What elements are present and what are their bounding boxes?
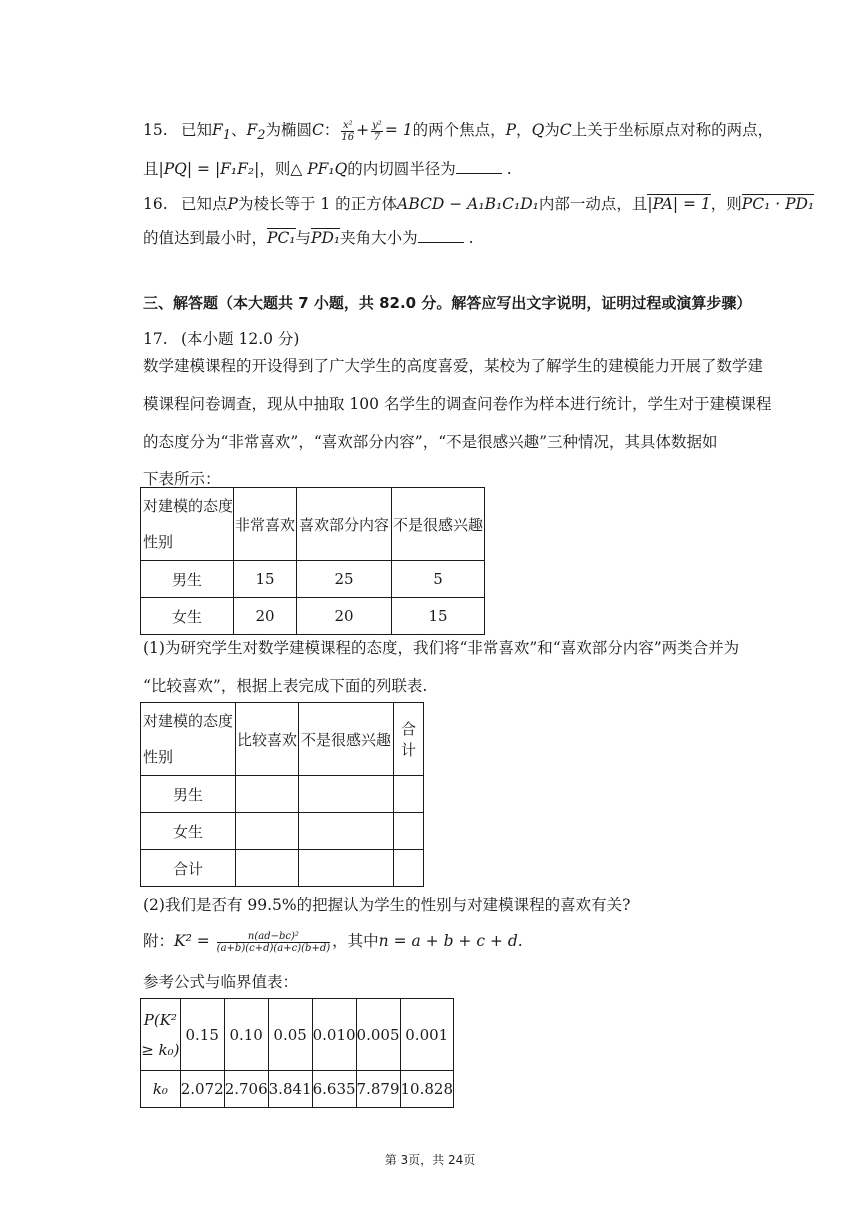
table-cell-empty [394, 776, 424, 813]
page-footer: 第 3页，共 24页 [384, 1153, 476, 1167]
table-cell: 15 [234, 561, 297, 598]
p-label-cell [141, 999, 181, 1071]
text: 已知 [181, 121, 213, 139]
math-vector: PC₁ [267, 229, 296, 247]
table-cell: 2.706 [224, 1071, 268, 1108]
math: |PQ| = |F₁F₂| [158, 160, 260, 178]
table-cell: 5 [392, 561, 485, 598]
row-label: 男生 [141, 776, 236, 813]
math-vector: PD₁ [311, 229, 341, 247]
critical-value-table [140, 998, 454, 1108]
denominator: 16 [341, 131, 355, 143]
question-17-paragraph [143, 348, 771, 499]
text: 的值达到最小时， [143, 229, 268, 247]
question-17-header [143, 327, 299, 349]
paragraph-line: 下表所示： [143, 470, 221, 489]
text: 的两个焦点， [412, 121, 506, 139]
math-f1: $F_1$ [212, 121, 231, 144]
table-cell: 2.072 [180, 1071, 224, 1108]
table-cell: 0.010 [312, 999, 356, 1071]
text: ： [323, 121, 340, 139]
text: . [468, 229, 474, 247]
table-cell: 25 [297, 561, 392, 598]
table-cell: 0.005 [356, 999, 400, 1071]
answer-blank [418, 228, 464, 243]
reference-label: 参考公式与临界值表： [143, 973, 299, 991]
question-number: 15. [143, 121, 168, 139]
table-cell-empty [299, 813, 394, 850]
numerator: n(ad−bc)² [217, 931, 330, 943]
formula-line [143, 929, 523, 954]
text: ，则 [259, 160, 291, 178]
table-cell: 15 [392, 598, 485, 635]
row-label: 合计 [141, 850, 236, 887]
text: 、 [231, 121, 247, 139]
math-q: Q [531, 121, 545, 139]
text: 内部一动点，且 [538, 195, 648, 213]
math: K² = [174, 932, 210, 950]
survey-table [140, 487, 485, 635]
text: 且 [143, 160, 159, 178]
table-header: 合计 [394, 703, 424, 776]
table-header: 不是很感兴趣 [392, 488, 485, 561]
table-header: 喜欢部分内容 [297, 488, 392, 561]
text: 与 [295, 229, 312, 247]
math-cube: ABCD − A₁B₁C₁D₁ [397, 195, 539, 213]
table-corner-cell [141, 488, 234, 561]
table-cell-empty [236, 850, 299, 887]
table-row [141, 776, 424, 813]
math-vector: PC₁ · PD₁ [741, 195, 815, 213]
corner-top: 对建模的态度 [143, 497, 234, 515]
math: △ PF₁Q [290, 160, 348, 178]
table-cell: 20 [234, 598, 297, 635]
formula-fraction [217, 931, 330, 954]
math-eq: = 1 [384, 121, 413, 139]
row-label: 女生 [141, 813, 236, 850]
part-1-text [143, 630, 739, 706]
label-line: P(K² [143, 1010, 177, 1029]
text: ，则 [710, 195, 742, 213]
table-row [141, 813, 424, 850]
row-label: 女生 [141, 598, 234, 635]
text: 夹角大小为 [340, 229, 418, 247]
label-line: ≥ k₀) [141, 1040, 180, 1059]
paragraph-line: 数学建模课程的开设得到了广大学生的高度喜爱，某校为了解学生的建模能力开展了数学建 [143, 357, 764, 375]
denominator: 7 [373, 131, 381, 143]
math: n = a + b + c + d. [378, 932, 523, 950]
table-header: 非常喜欢 [234, 488, 297, 561]
answer-blank [456, 159, 502, 174]
paragraph-line: “比较喜欢”，根据上表完成下面的列联表. [143, 676, 428, 695]
table-cell: 0.001 [400, 999, 454, 1071]
corner-bottom: 性别 [143, 533, 174, 551]
math-c: C [559, 121, 572, 139]
question-number: 16. [143, 195, 168, 213]
math-c: C [312, 121, 324, 139]
table-row [141, 561, 485, 598]
text: 附： [143, 932, 175, 950]
question-score: (本小题 12.0 分) [181, 330, 300, 348]
text: 的内切圆半径为 [347, 160, 456, 178]
table-cell: 0.10 [224, 999, 268, 1071]
table-header: 比较喜欢 [236, 703, 299, 776]
math-p: P [505, 121, 517, 139]
text: . [506, 160, 512, 178]
text: ，其中 [332, 932, 379, 950]
text: ， [516, 121, 532, 139]
table-row [141, 850, 424, 887]
table-cell: 0.05 [268, 999, 312, 1071]
text: 为棱长等于 1 的正方体 [237, 195, 398, 213]
table-cell: 20 [297, 598, 392, 635]
table-cell-empty [394, 813, 424, 850]
table-cell: 3.841 [268, 1071, 312, 1108]
part-2-text: (2)我们是否有 99.5%的把握认为学生的性别与对建模课程的喜欢有关? [143, 896, 631, 914]
paragraph-line: 模课程问卷调查，现从中抽取 100 名学生的调查问卷作为样本进行统计，学生对于建模课程 [143, 394, 772, 413]
table-row [141, 598, 485, 635]
question-number: 17. [143, 330, 168, 348]
fraction-x [341, 120, 354, 143]
row-label: 男生 [141, 561, 234, 598]
paragraph-line: (1)为研究学生对数学建模课程的态度，我们将“非常喜欢”和“喜欢部分内容”两类合并为 [143, 639, 740, 657]
question-15-line-1 [143, 118, 773, 143]
text: + [356, 121, 370, 139]
math-p: P [227, 195, 238, 213]
question-16-line-1 [143, 192, 814, 214]
math-f2: $F_2$ [246, 121, 266, 144]
table-cell-empty [236, 813, 299, 850]
table-cell-empty [299, 776, 394, 813]
paragraph-line: 的态度分为“非常喜欢”，“喜欢部分内容”，“不是很感兴趣”三种情况，其具体数据如 [143, 432, 718, 451]
table-cell: 6.635 [312, 1071, 356, 1108]
text: 为 [544, 121, 560, 139]
table-cell: 0.15 [180, 999, 224, 1071]
corner-bottom: 性别 [143, 748, 174, 766]
table-header: 不是很感兴趣 [299, 703, 394, 776]
table-cell: 10.828 [400, 1071, 454, 1108]
corner-top: 对建模的态度 [143, 712, 234, 730]
table-cell-empty [299, 850, 394, 887]
text: 已知点 [181, 195, 228, 213]
contingency-table [140, 702, 424, 887]
table-corner-cell [141, 703, 236, 776]
fraction-y [371, 120, 383, 143]
numerator: x² [342, 119, 353, 131]
question-16-line-2 [143, 226, 474, 248]
question-15-line-2 [143, 157, 512, 179]
section-heading: 三、解答题（本大题共 7 小题，共 82.0 分。解答应写出文字说明，证明过程或演算步骤） [143, 294, 752, 312]
text: 上关于坐标原点对称的两点， [571, 121, 774, 139]
k-label-cell: k₀ [141, 1071, 181, 1108]
denominator: (a+b)(c+d)(a+c)(b+d) [216, 942, 331, 954]
text: 为椭圆 [265, 121, 313, 139]
table-cell-empty [236, 776, 299, 813]
table-cell-empty [394, 850, 424, 887]
math-vector: |PA| = 1 [647, 195, 711, 213]
table-cell: 7.879 [356, 1071, 400, 1108]
numerator: y² [372, 119, 382, 131]
